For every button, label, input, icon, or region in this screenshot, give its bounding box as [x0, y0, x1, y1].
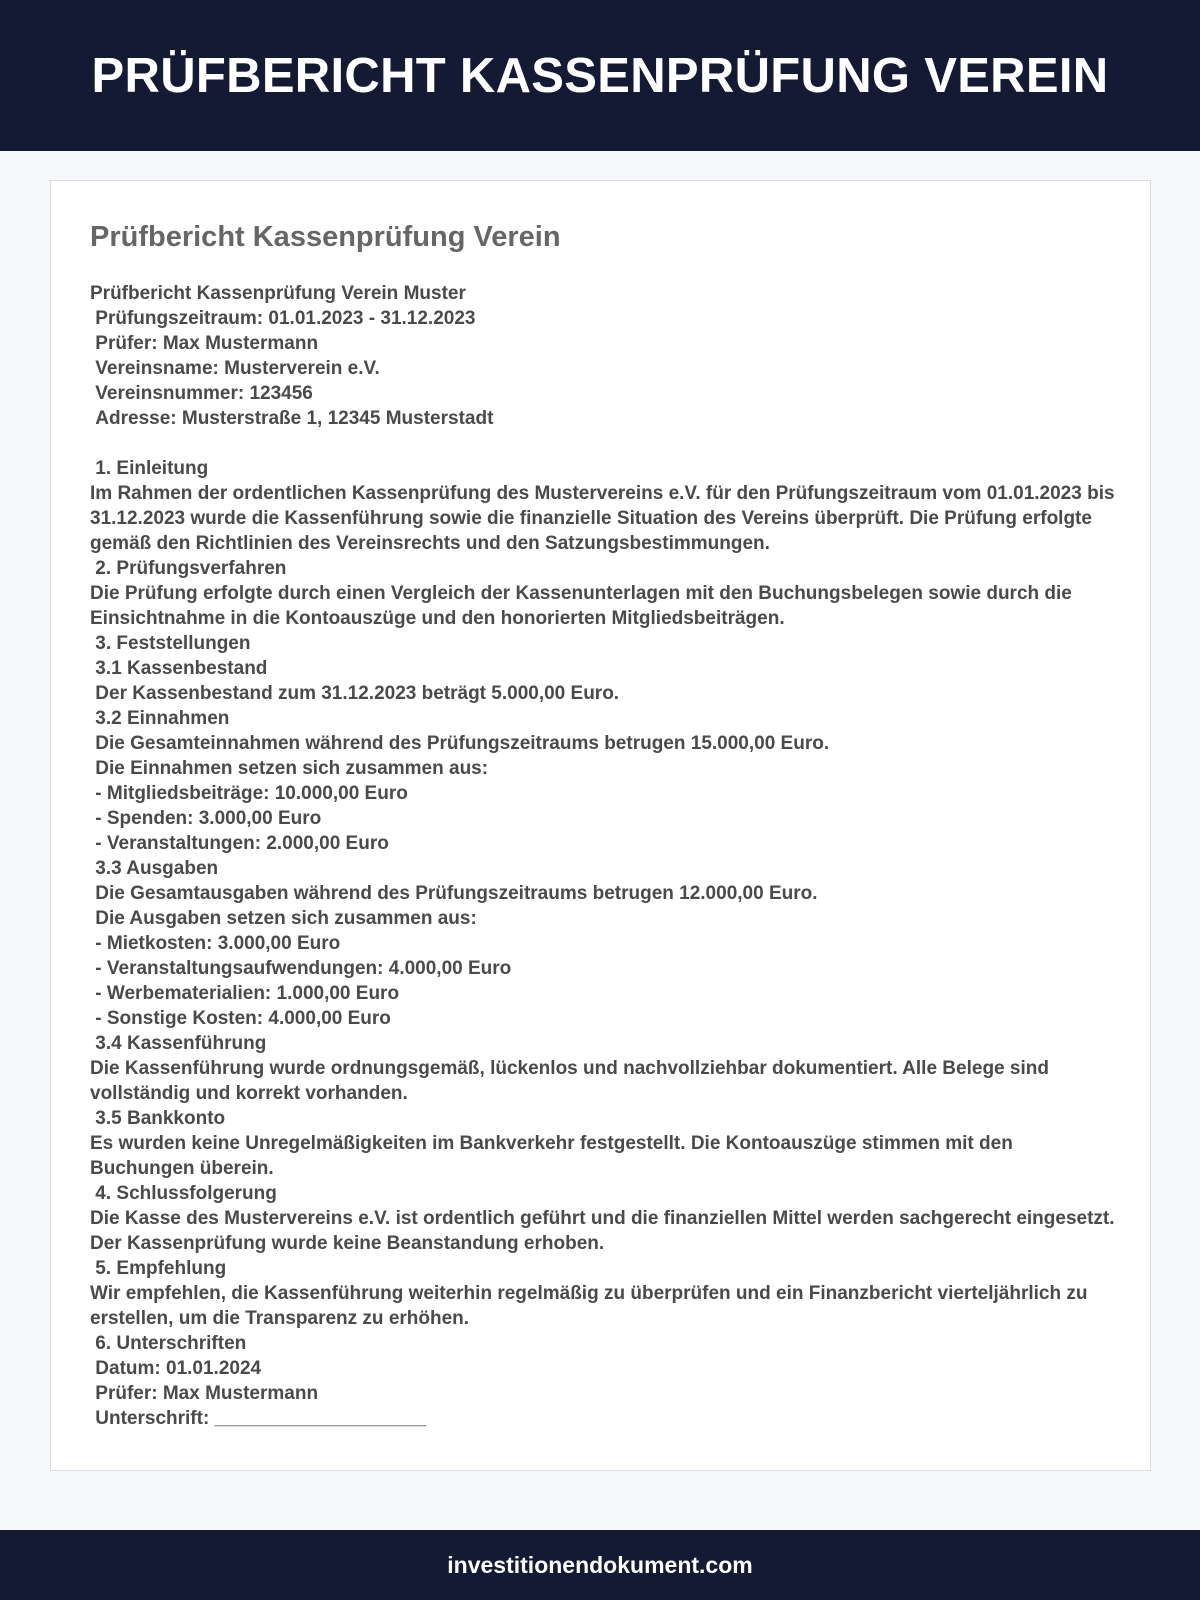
header-title: PRÜFBERICHT KASSENPRÜFUNG VEREIN — [91, 48, 1109, 103]
document-body: Prüfbericht Kassenprüfung Verein Muster Prüfungszeitraum: 01.01.2023 - 31.12.2023 Prüfer: Max Mustermann Vereinsname: Musterverein e.V. Vereinsnummer: 123456 Adresse: Musterstraße 1, 12345 Musterstadt 1. Einleitung Im Rahmen der ordentlichen Kassenprüfung des Mustervereins e.V. für den Prüfungszeitraum vom 01.01.2023 bis 31.12.2023 wurde die Kassenführung sowie die finanzielle Situation des Vereins überprüft. Die Prüfung erfolgte gemäß den Richtlinien des Vereinsrechts und den Satzungsbestimmungen. 2. Prüfungsverfahren Die Prüfung erfolgte durch einen Vergleich der Kassenunterlagen mit den Buchungsbelegen sowie durch die Einsichtnahme in die Kontoauszüge und den honorierten Mitgliedsbeiträgen. 3. Feststellungen 3.1 Kassenbestand Der Kassenbestand zum 31.12.2023 beträgt 5.000,00 Euro. 3.2 Einnahmen Die Gesamteinnahmen während des Prüfungszeitraums betrugen 15.000,00 Euro. Die Einnahmen setzen sich zusammen aus: - Mitgliedsbeiträge: 10.000,00 Euro - Spenden: 3.000,00 Euro - Veranstaltungen: 2.000,00 Euro 3.3 Ausgaben Die Gesamtausgaben während des Prüfungszeitraums betrugen 12.000,00 Euro. Die Ausgaben setzen sich zusammen aus: - Mietkosten: 3.000,00 Euro - Veranstaltungsaufwendungen: 4.000,00 Euro - Werbematerialien: 1.000,00 Euro - Sonstige Kosten: 4.000,00 Euro 3.4 Kassenführung Die Kassenführung wurde ordnungsgemäß, lückenlos und nachvollziehbar dokumentiert. Alle Belege sind vollständig und korrekt vorhanden. 3.5 Bankkonto Es wurden keine Unregelmäßigkeiten im Bankverkehr festgestellt. Die Kontoauszüge stimmen mit den Buchungen überein. 4. Schlussfolgerung Die Kasse des Mustervereins e.V. ist ordentlich geführt und die finanziellen Mittel werden sachgerecht eingesetzt. Der Kassenprüfung wurde keine Beanstandung erhoben. 5. Empfehlung Wir empfehlen, die Kassenführung weiterhin regelmäßig zu überprüfen und ein Finanzbericht vierteljährlich zu erstellen, um die Transparenz zu erhöhen. 6. Unterschriften Datum: 01.01.2024 Prüfer: Max Mustermann Unterschrift: ____________________ — [90, 283, 1115, 1429]
document-card — [50, 180, 1151, 1471]
footer-site-link[interactable]: investitionendokument.com — [447, 1551, 753, 1578]
document-title: Prüfbericht Kassenprüfung Verein — [90, 221, 561, 253]
page-header — [0, 0, 1200, 151]
page-footer — [0, 1530, 1200, 1600]
